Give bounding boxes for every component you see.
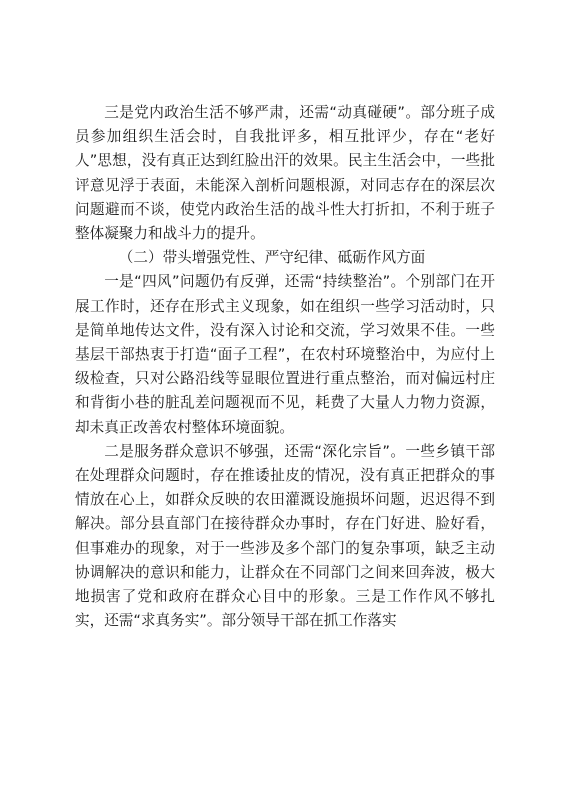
paragraph-serving-masses: 二是服务群众意识不够强，还需“深化宗旨”。一些乡镇干部在处理群众问题时，存在推诿扯皮的情况，没有真正把群众的事情放在心上，如群众反映的农田灌溉设施损坏问题，迟迟得不到解决。部分县直部门在接待群众办事时，存在门好进、脸好看，但事难办的现象，对于一些涉及多个部门的复杂事项，缺乏主动协调解决的意识和能力，让群众在不同部门之间来回奔波，极大地损害了党和政府在群众心目中的形象。三是工作作风不够扎实，还需“求真务实”。部分领导干部在抓工作落实: [75, 442, 495, 630]
section-heading: （二）带头增强党性、严守纪律、砥砺作风方面: [118, 249, 426, 267]
paragraph-four-winds: 一是“四风”问题仍有反弹，还需“持续整治”。个别部门在开展工作时，还存在形式主义现象，如在组织一些学习活动时，只是简单地传达文件，没有深入讨论和交流，学习效果不佳。一些基层干部热衷于打造“面子工程”，在农村环境整治中，为应付上级检查，只对公路沿线等显眼位置进行重点整治，而对偏远村庄和背街小巷的脏乱差问题视而不见，耗费了大量人力物力资源，却未真正改善农村整体环境面貌。: [75, 273, 495, 436]
paragraph-political-life: 三是党内政治生活不够严肃，还需“动真碰硬”。部分班子成员参加组织生活会时，自我批评多，相互批评少，存在“老好人”思想，没有真正达到红脸出汗的效果。民主生活会中，一些批评意见浮于表面，未能深入剖析问题根源，对同志存在的深层次问题避而不谈，使党内政治生活的战斗性大打折扣，不利于班子整体凝聚力和战斗力的提升。: [75, 104, 495, 243]
document-body: [75, 101, 495, 633]
